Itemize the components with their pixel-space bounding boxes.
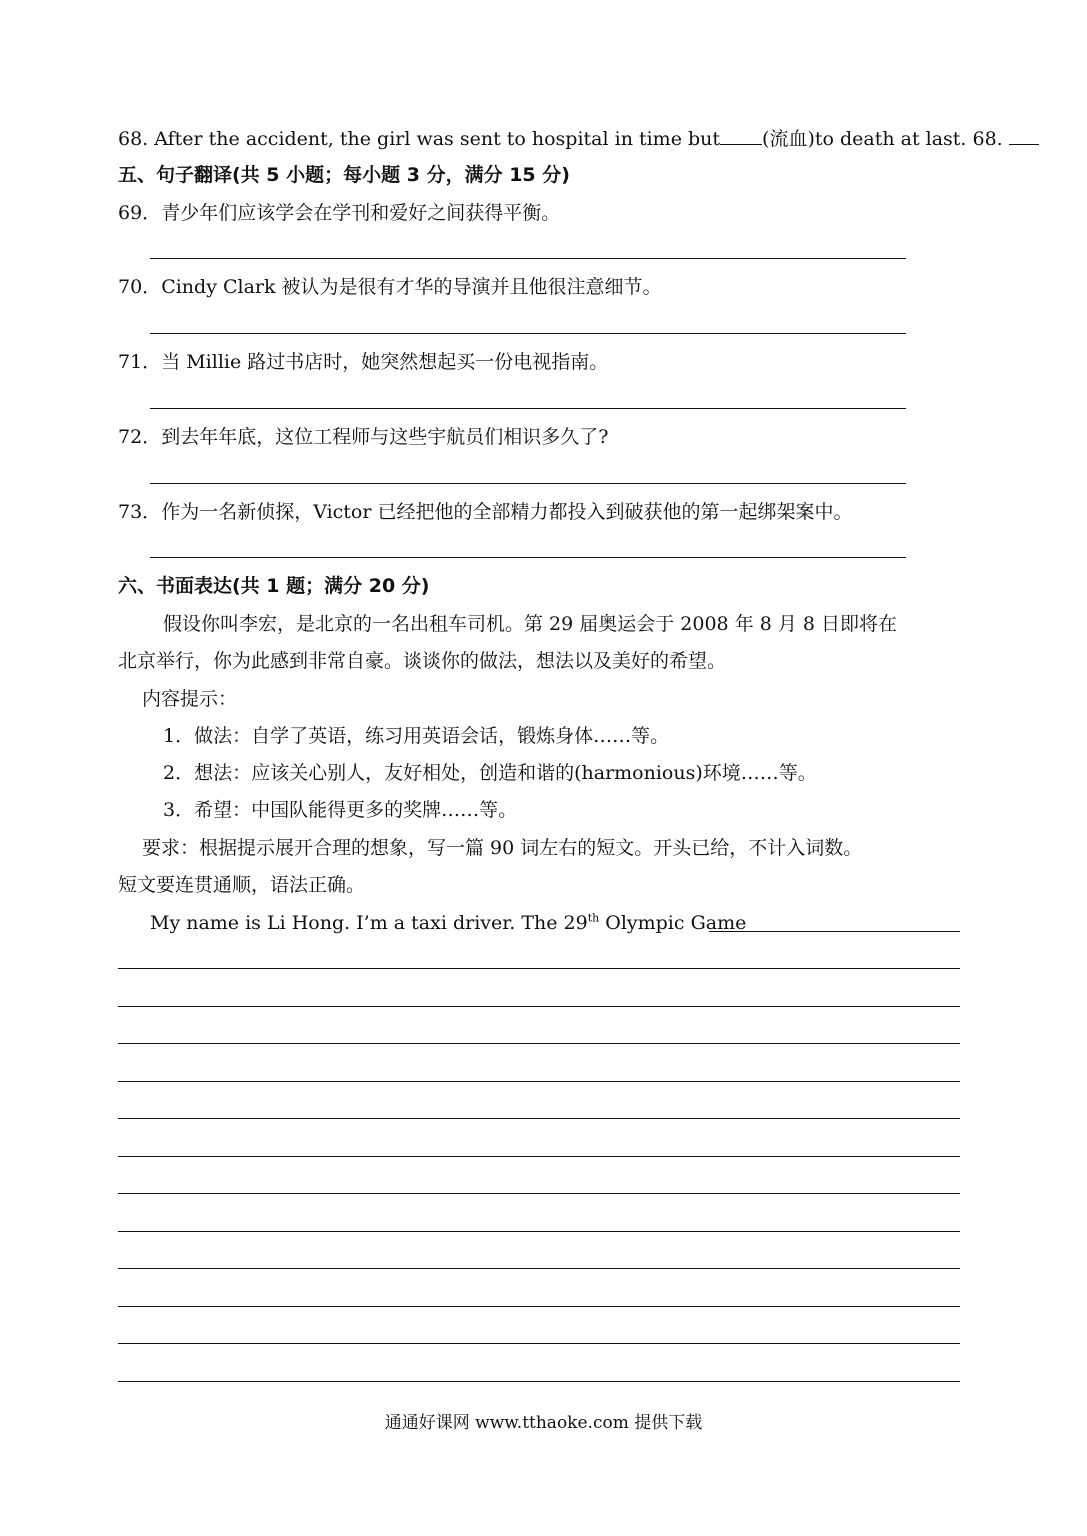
q68-answer-blank[interactable] [1009, 126, 1039, 145]
hint-item-2: 2．想法：应该关心别人，友好相处，创造和谐的(harmonious)环境……等。 [163, 762, 817, 784]
requirement-line-1: 要求：根据提示展开合理的想象，写一篇 90 词左右的短文。开头已给，不计入词数。 [142, 837, 863, 859]
question-68 [118, 126, 1039, 152]
question-72 [118, 424, 608, 450]
question-number: 72． [118, 426, 162, 448]
answer-line-69[interactable] [150, 258, 906, 259]
ordinal-suffix: th [587, 911, 600, 925]
writing-line[interactable] [118, 1193, 960, 1194]
essay-opening-text: My name is Li Hong. I’m a taxi driver. The 29 [150, 912, 588, 934]
essay-opening-blank[interactable] [709, 931, 960, 932]
essay-opening [150, 910, 746, 936]
question-70 [118, 274, 662, 300]
question-71 [118, 349, 608, 375]
question-number: 70． [118, 276, 162, 298]
writing-line[interactable] [118, 1268, 960, 1269]
answer-line-72[interactable] [150, 483, 906, 484]
question-73 [118, 499, 853, 525]
question-text: 到去年年底，这位工程师与这些宇航员们相识多久了? [161, 426, 609, 448]
question-69 [118, 200, 560, 226]
question-number: 69． [118, 202, 162, 224]
q68-text-after: to death at last. 68. [814, 128, 1009, 150]
writing-line[interactable] [118, 1343, 960, 1344]
writing-line[interactable] [118, 1231, 960, 1232]
answer-line-71[interactable] [150, 408, 906, 409]
writing-line[interactable] [118, 968, 960, 969]
hint-label: 内容提示： [142, 688, 238, 710]
page-footer: 通通好课网 www.tthaoke.com 提供下载 [384, 1413, 703, 1433]
writing-line[interactable] [118, 1081, 960, 1082]
hint-item-1: 1．做法：自学了英语，练习用英语会话，锻炼身体……等。 [163, 725, 670, 747]
q68-blank[interactable] [720, 126, 762, 145]
question-number: 73． [118, 501, 162, 523]
writing-line[interactable] [118, 1156, 960, 1157]
writing-line[interactable] [118, 1381, 960, 1382]
question-text: 作为一名新侦探，Victor 已经把他的全部精力都投入到破获他的第一起绑架案中。 [161, 501, 853, 523]
q68-text-before: 68. After the accident, the girl was sent to hospital in time but [118, 128, 721, 150]
prompt-paragraph-line-1: 假设你叫李宏，是北京的一名出租车司机。第 29 届奥运会于 2008 年 8 月 8 日即将在 [163, 613, 898, 635]
question-text: Cindy Clark 被认为是很有才华的导演并且他很注意细节。 [161, 276, 662, 298]
answer-line-73[interactable] [150, 557, 906, 558]
writing-line[interactable] [118, 1043, 960, 1044]
writing-line[interactable] [118, 1006, 960, 1007]
requirement-line-2: 短文要连贯通顺，语法正确。 [118, 874, 366, 896]
question-text: 当 Millie 路过书店时，她突然想起买一份电视指南。 [161, 351, 609, 373]
hint-item-3: 3．希望：中国队能得更多的奖牌……等。 [163, 799, 518, 821]
section-5-title: 五、句子翻译(共 5 小题；每小题 3 分，满分 15 分) [118, 164, 570, 186]
prompt-paragraph-line-2: 北京举行，你为此感到非常自豪。谈谈你的做法，想法以及美好的希望。 [118, 650, 727, 672]
writing-line[interactable] [118, 1118, 960, 1119]
question-text: 青少年们应该学会在学刊和爱好之间获得平衡。 [161, 202, 561, 224]
writing-line[interactable] [118, 1306, 960, 1307]
question-number: 71． [118, 351, 162, 373]
section-6-title: 六、书面表达(共 1 题；满分 20 分) [118, 575, 430, 597]
q68-hint: (流血) [762, 128, 815, 150]
essay-opening-text-end: Olympic Game [599, 912, 747, 934]
answer-line-70[interactable] [150, 333, 906, 334]
